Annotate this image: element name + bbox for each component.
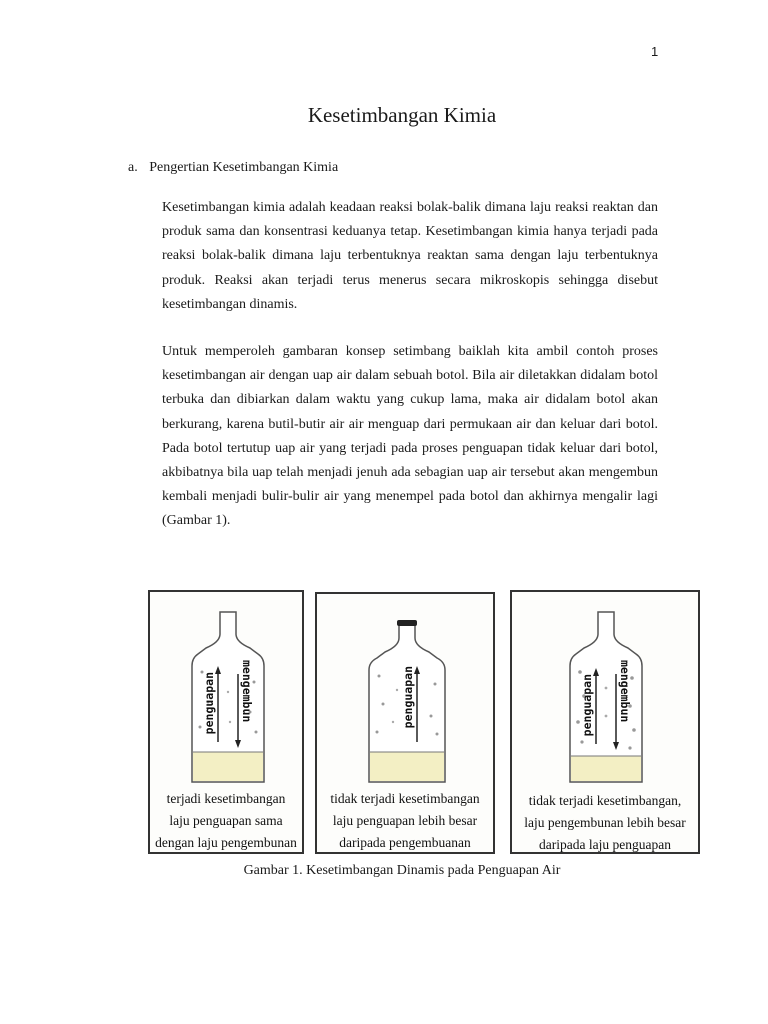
page-number: 1: [651, 44, 659, 59]
paragraph-definition: Kesetimbangan kimia adalah keadaan reaksi bolak-balik dimana laju reaksi reaktan dan produk sama dan konsentrasi keduanya tetap. Kesetimbangan kimia hanya terjadi pada reaksi bolak-balik dimana laju terbentuknya reaktan sama dengan laju terbentuknya produk. Reaksi akan terjadi terus menerus secara mikroskopis sehingga disebut kesetimbangan dinamis.: [162, 200, 658, 312]
label-condensation: mengembun: [618, 660, 632, 723]
panel-caption-line: laju penguapan sama: [169, 813, 283, 828]
label-condensation: mengembun: [240, 660, 254, 723]
section-letter: a.: [128, 160, 138, 175]
label-evaporation: penguapan: [580, 674, 594, 737]
figure-bottles: [0, 588, 768, 856]
page-title: Kesetimbangan Kimia: [307, 103, 497, 127]
figure-panel-condensation-dominant: [510, 590, 700, 854]
figure-panel-equilibrium: [148, 590, 304, 854]
panel-caption-line: tidak terjadi kesetimbangan,: [528, 793, 682, 808]
panel-caption-line: laju pengembunan lebih besar: [524, 815, 686, 830]
panel-caption-line: tidak terjadi kesetimbangan: [330, 791, 480, 806]
panel-caption-line: terjadi kesetimbangan: [166, 791, 286, 806]
paragraph-example: Untuk memperoleh gambaran konsep setimbang baiklah kita ambil contoh proses kesetimbangan air dengan uap air dalam sebuah botol. Bila air diletakkan didalam botol terbuka dan dibiarkan dalam waktu yang cukup lama, maka air didalam botol akan berkurang, karena butil-butir air air menguap dari permukaan air dan keluar dari botol. Pada botol tertutup uap air yang terjadi pada proses penguapan tidak keluar dari botol, akbibatnya bila uap telah menjadi jenuh ada sebagian uap air tersebut akan mengembun kembali menjadi bulir-bulir air yang menempel pada botol dan akhirnya mengalir lagi (Gambar 1).: [162, 344, 658, 529]
panel-caption-line: daripada laju penguapan: [539, 837, 671, 852]
section-heading-text: Pengertian Kesetimbangan Kimia: [149, 160, 339, 175]
section-heading: [128, 160, 338, 176]
label-evaporation: penguapan: [202, 672, 216, 735]
figure-caption: Gambar 1. Kesetimbangan Dinamis pada Penguapan Air: [243, 863, 561, 878]
label-evaporation: penguapan: [401, 666, 415, 729]
panel-caption-line: dengan laju pengembunan: [155, 835, 297, 850]
panel-caption-line: daripada pengembuanan: [339, 835, 471, 850]
figure-panel-evaporation-dominant: [315, 592, 495, 854]
panel-caption-line: laju penguapan lebih besar: [332, 813, 478, 828]
